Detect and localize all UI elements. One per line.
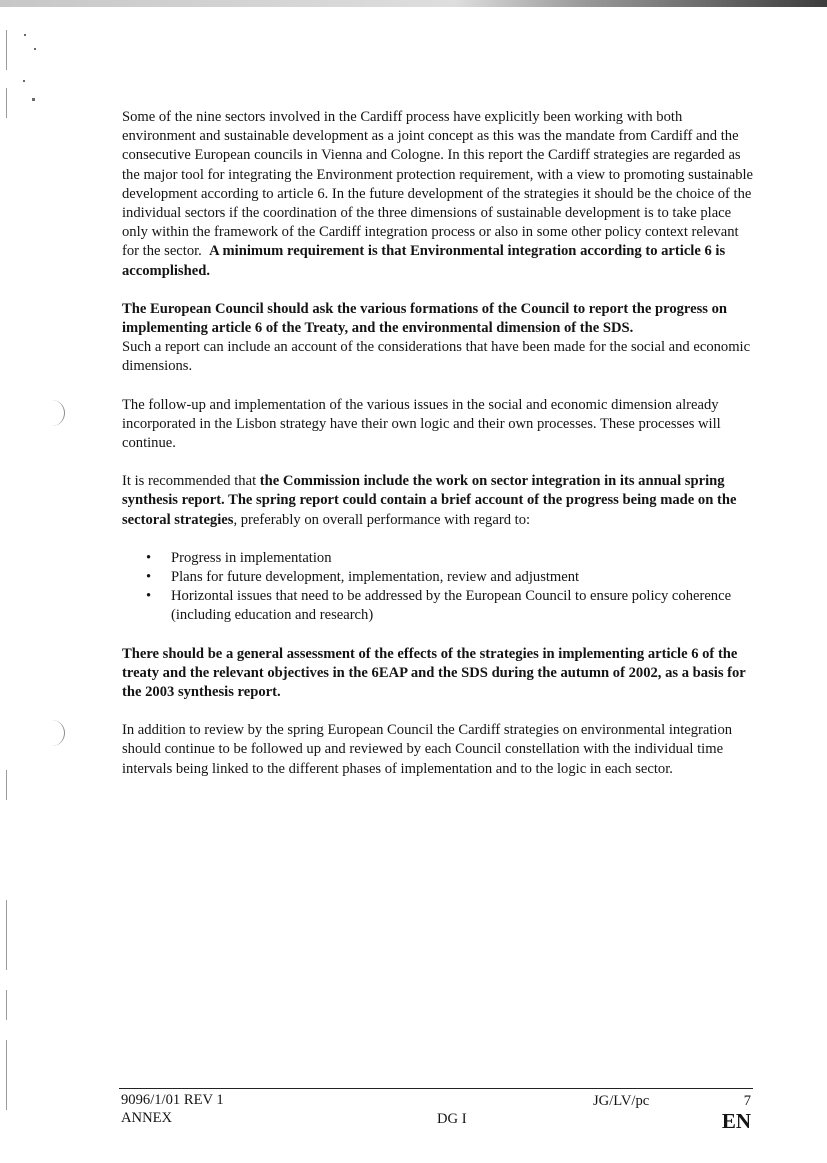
- scan-margin-line: [6, 30, 7, 70]
- page-number: 7: [743, 1093, 751, 1109]
- language-code: EN: [721, 1109, 751, 1133]
- list-item-text: Horizontal issues that need to be addressed by the European Council to ensure policy coherence (including education and research): [171, 588, 732, 624]
- scan-speck: [34, 48, 36, 50]
- scan-top-edge: [0, 0, 827, 7]
- paragraph-lisbon-strategy: The follow-up and implementation of the various issues in the social and economic dimension already incorporated in the Lisbon strategy have their own logic and their own processes. These processes will continue.: [122, 396, 721, 452]
- paragraph-text: Such a report can include an account of the considerations that have been made for the social and economic dimensions.: [122, 339, 751, 375]
- punch-hole-mark: [42, 400, 65, 426]
- annex-label: ANNEX: [121, 1110, 173, 1126]
- list-item: [122, 568, 754, 587]
- paragraph-text: It is recommended that: [122, 473, 257, 490]
- scan-margin-line: [6, 990, 7, 1020]
- list-item: [122, 549, 754, 568]
- punch-hole-mark: [42, 720, 65, 746]
- list-item: [122, 587, 754, 625]
- scan-margin-line: [6, 770, 7, 800]
- paragraph-bold-requirement: A minimum requirement is that Environmental integration according to article 6 is accomplished.: [122, 243, 726, 279]
- page-footer: [119, 1088, 753, 1134]
- list-item-text: Plans for future development, implementation, review and adjustment: [171, 569, 580, 586]
- document-reference: 9096/1/01 REV 1: [121, 1092, 224, 1108]
- document-body: [122, 108, 754, 798]
- bullet-icon: •: [146, 569, 152, 586]
- performance-bullet-list: [122, 549, 754, 626]
- bullet-icon: •: [146, 588, 152, 605]
- paragraph-commission-recommendation: [122, 472, 754, 530]
- scan-speck: [32, 98, 35, 101]
- paragraph-general-assessment: [122, 645, 754, 703]
- paragraph-council-report: [122, 300, 754, 377]
- paragraph-review-process: In addition to review by the spring European Council the Cardiff strategies on environmental integration should continue to be followed up and reviewed by each Council constellation with the individual time intervals being linked to the different phases of implementation and to the logic in each sector.: [122, 722, 733, 777]
- scan-margin-line: [6, 88, 7, 118]
- paragraph-bold-recommendation: The European Council should ask the various formations of the Council to report the progress on implementing article 6 of the Treaty, and the environmental dimension of the SDS.: [122, 300, 728, 337]
- paragraph-bold-recommendation: the Commission include the work on sector integration in its annual spring synthesis report. The spring report could contain a brief account of the progress being made on the sectoral strategies: [122, 473, 737, 528]
- scan-margin-line: [6, 900, 7, 970]
- directorate-label: DG I: [437, 1111, 467, 1127]
- scan-margin-line: [6, 1040, 7, 1110]
- bullet-icon: •: [146, 549, 152, 566]
- scan-speck: [24, 34, 26, 36]
- paragraph-text: , preferably on overall performance with regard to:: [233, 511, 531, 528]
- list-item-text: Progress in implementation: [171, 549, 332, 566]
- author-initials: JG/LV/pc: [593, 1093, 650, 1109]
- scan-speck: [23, 80, 25, 82]
- paragraph-text: Some of the nine sectors involved in the Cardiff process have explicitly been working with both environment and sustainable development as a joint concept as this was the mandate from Cardiff and the consecutive European councils in Vienna and Cologne. In this report the Cardiff strategies are regarded as the major tool for integrating the Environment protection requirement, with a view to promoting sustainable development according to article 6. In the future development of the strategies it should be the choice of the individual sectors if the coordination of the three dimensions of sustainable development is to take place only within the framework of the Cardiff integration process or also in some other policy context relevant for the sector.: [122, 109, 754, 260]
- paragraph-bold-assessment: There should be a general assessment of the effects of the strategies in implementing article 6 of the treaty and the relevant objectives in the 6EAP and the SDS during the autumn of 2002, as a basis for the 2003 synthesis report.: [122, 645, 746, 701]
- paragraph-cardiff-process: [122, 108, 754, 281]
